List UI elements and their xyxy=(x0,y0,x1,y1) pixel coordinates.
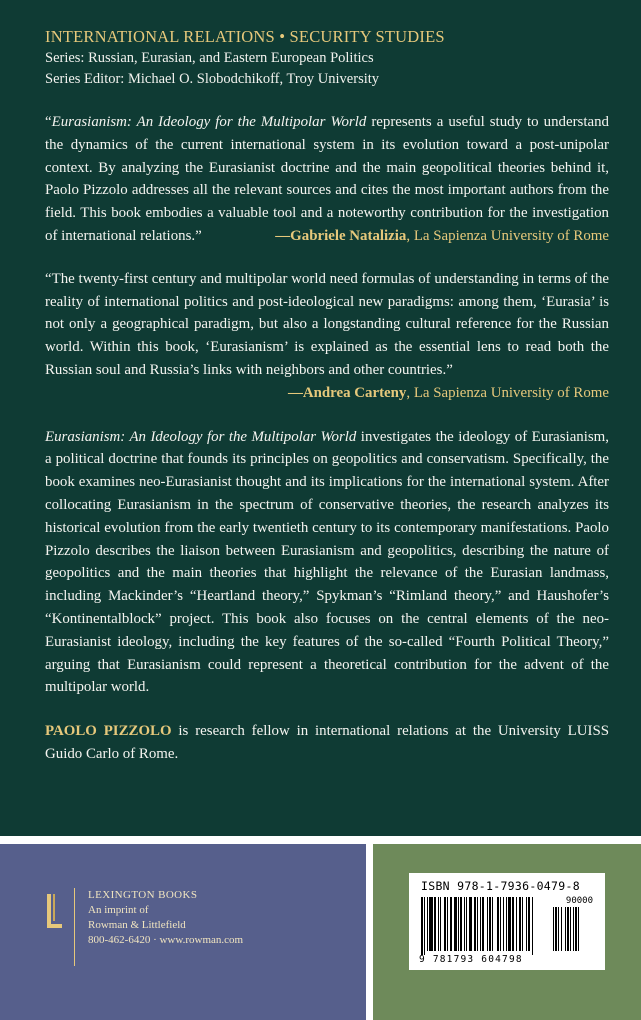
barcode-bar xyxy=(460,897,462,951)
subject-categories: INTERNATIONAL RELATIONS • SECURITY STUDIES xyxy=(45,27,445,46)
description-book-title: Eurasianism: An Ideology for the Multipolar World xyxy=(45,428,357,445)
endorsement-attribution-1 xyxy=(275,225,609,248)
barcode-box xyxy=(409,873,605,970)
barcode-bar xyxy=(447,897,448,951)
barcode-bar xyxy=(516,897,517,951)
barcode-bar xyxy=(522,897,523,951)
cover-text-column xyxy=(45,26,609,766)
quote-book-title: Eurasianism: An Ideology for the Multipolar World xyxy=(51,114,367,130)
endorser-name: —Andrea Carteny xyxy=(287,384,407,401)
barcode-bar xyxy=(482,897,484,951)
publisher-divider-line xyxy=(74,888,75,966)
author-name: PAOLO PIZZOLO xyxy=(45,723,172,740)
barcode-addon-bar xyxy=(575,907,577,951)
endorser-name: —Gabriele Natalizia xyxy=(275,227,407,244)
barcode-bar xyxy=(519,897,521,951)
barcode-bar xyxy=(458,897,459,951)
endorsement-quote-1 xyxy=(45,111,609,248)
barcode-bar xyxy=(477,897,478,951)
endorser-affiliation: , La Sapienza University of Rome xyxy=(406,384,609,401)
barcode-bar xyxy=(464,897,465,951)
barcode-bar xyxy=(503,897,504,951)
imprint-line-2: Rowman & Littlefield xyxy=(88,919,186,931)
isbn-number: ISBN 978-1-7936-0479-8 xyxy=(421,879,580,893)
barcode-bar xyxy=(528,897,530,951)
barcode-addon-bar xyxy=(570,907,571,951)
barcode-bar xyxy=(424,897,425,955)
imprint-line-1: An imprint of xyxy=(88,904,149,916)
barcode-bar xyxy=(497,897,499,951)
publisher-name: LEXINGTON BOOKS xyxy=(88,889,198,901)
barcode-bar xyxy=(526,897,527,951)
barcode-bar xyxy=(440,897,441,951)
barcode-addon-bar xyxy=(578,907,579,951)
barcode-addon-bar xyxy=(553,907,554,951)
barcode-bar xyxy=(429,897,432,951)
quote-open-mark: “ xyxy=(45,114,52,130)
barcode-addon-bar xyxy=(558,907,559,951)
publisher-info xyxy=(88,888,243,948)
publisher-panel xyxy=(0,844,366,1020)
endorsement-quote-2: “The twenty-first century and multipolar world need formulas of understanding in terms of the reality of international politics and post-ideological new paradigms: among them, ‘Eurasia’ is not only a geographical paradigm, but also a longstanding cultural reference for the Russian world. Within this book, ‘Eurasianism’ is explained as the essential lens to read both the Russian soul and Russia’s links with neighbors and other countries.” xyxy=(45,270,609,378)
panel-divider xyxy=(366,844,373,1020)
barcode-bar xyxy=(500,897,501,951)
barcode-bar xyxy=(444,897,446,951)
book-description xyxy=(45,426,609,700)
barcode-bar xyxy=(532,897,533,955)
author-bio xyxy=(45,720,609,766)
quote-body: represents a useful study to understand the dynamics of the current international system in its evolution toward a post-unipolar context. By analyzing the Eurasianist doctrine and the main geopolitical theories behind it, Paolo Pizzolo addresses all the relevant sources and cites the most important authors from the field. This book embodies a valuable tool and a noteworthy contribution for the investigation of international relations.” xyxy=(45,114,609,244)
barcode-addon-bar xyxy=(573,907,574,951)
lexington-logo-icon xyxy=(44,892,64,932)
series-name: Series: Russian, Eurasian, and Eastern European Politics xyxy=(45,50,374,66)
barcode-bar xyxy=(512,897,514,951)
barcode-bar xyxy=(421,897,423,955)
barcode-bar xyxy=(492,897,493,951)
barcode-bar xyxy=(474,897,476,951)
barcode-bar xyxy=(506,897,507,951)
publisher-contact: 800-462-6420 · www.rowman.com xyxy=(88,934,244,946)
barcode-panel xyxy=(373,844,641,1020)
barcode-bar xyxy=(454,897,457,951)
barcode-addon-bar xyxy=(555,907,557,951)
barcode-bar xyxy=(438,897,439,951)
barcode-bar xyxy=(466,897,467,951)
barcode-digits: 9 781793 604798 xyxy=(419,954,523,965)
barcode-addon-bar xyxy=(565,907,566,951)
price-code: 90000 xyxy=(565,896,593,906)
barcode-addon-bar xyxy=(567,907,569,951)
series-editor: Series Editor: Michael O. Slobodchikoff, Troy University xyxy=(45,71,380,87)
barcode-bar xyxy=(469,897,472,951)
barcode-addon-bar xyxy=(561,907,562,951)
barcode-bar xyxy=(508,897,511,951)
panel-separator xyxy=(0,836,641,844)
barcode-bar xyxy=(487,897,488,951)
endorsement-attribution-2 xyxy=(45,382,609,405)
description-body: investigates the ideology of Eurasianism, a political doctrine that founds its principles on geopolitics and conservatism. Specifically, the book examines neo-Eurasianist thought and its implications for the international system. After collocating Eurasianism in the spectrum of conservative theories, the research analyzes its historical evolution from the early twentieth century to its contemporary manifestations. Paolo Pizzolo describes the liaison between Eurasianism and geopolitics, describing the nature of geopolitics and the main theories that highlight the relevance of the Eurasian landmass, including Mackinder’s “Heartland theory,” Spykman’s “Rimland theory,” and Haushofer’s “Kontinentalblock” project. This book also focuses on the central elements of the neo-Eurasianist ideology, including the key features of the so-called “Fourth Political Theory,” arguing that Eurasianism could represent a theoretical contribution for the advent of the multipolar world. xyxy=(45,428,609,696)
barcode-bar xyxy=(450,897,452,951)
endorser-affiliation: , La Sapienza University of Rome xyxy=(406,227,609,244)
barcode-bars xyxy=(421,897,593,957)
barcode-bar xyxy=(489,897,491,951)
barcode-bar xyxy=(434,897,436,951)
author-bio-text: is research fellow in international relations at the University LUISS Guido Carlo of Rome. xyxy=(45,723,610,762)
barcode-bar xyxy=(427,897,428,951)
barcode-bar xyxy=(480,897,481,951)
